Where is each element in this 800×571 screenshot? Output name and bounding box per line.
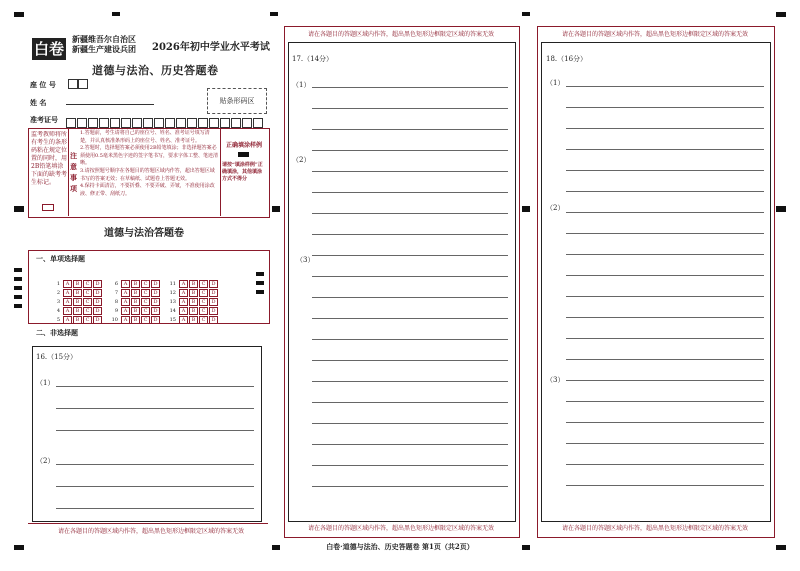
answer-line: [566, 128, 764, 129]
mc-row[interactable]: 13 A B C D: [168, 288, 219, 297]
q16-part1: （1）: [36, 379, 55, 387]
answer-line: [312, 192, 508, 193]
answer-line: [312, 360, 508, 361]
notice-item: 4.保持卡面清洁，不要折叠、不要弄破、弄皱，不准使用涂改液、修正带、刮纸刀。: [80, 183, 215, 197]
answer-line: [566, 443, 764, 444]
q18-answer-box[interactable]: [541, 42, 771, 522]
answer-line: [566, 212, 764, 213]
mc-row[interactable]: 6 A B C D: [110, 270, 161, 279]
answer-line: [566, 422, 764, 423]
q18-part1: （1）: [546, 79, 565, 87]
col2-top-warning: 请在各题目的答题区域内作答，超出黑色矩形边框限定区域的答案无效: [307, 31, 494, 38]
answer-line: [56, 508, 254, 509]
seat-label: 座 位 号: [30, 80, 56, 89]
seat-box-1[interactable]: [68, 79, 78, 89]
answer-line: [566, 86, 764, 87]
q17-part1: （1）: [292, 81, 311, 89]
answer-line: [312, 150, 508, 151]
answer-line: [312, 108, 508, 109]
col2-bottom-warning: 请在各题目的答题区域内作答，超出黑色矩形边框限定区域的答案无效: [307, 525, 494, 532]
mc-row[interactable]: 4 A B C D: [52, 297, 103, 306]
timing-mark: [14, 295, 22, 299]
registration-mark: [776, 545, 786, 550]
registration-mark: [776, 206, 786, 212]
answer-line: [566, 254, 764, 255]
q17-answer-box[interactable]: [288, 42, 516, 522]
answer-line: [312, 318, 508, 319]
mc-row[interactable]: 15 A B C D: [168, 306, 219, 315]
timing-mark: [14, 286, 22, 290]
answer-line: [566, 485, 764, 486]
notice-title: 注意事项: [70, 151, 77, 193]
answer-line: [566, 317, 764, 318]
registration-mark: [522, 206, 530, 212]
answer-line: [312, 129, 508, 130]
mc-row[interactable]: 10 A B C D: [110, 306, 161, 315]
answer-line: [56, 430, 254, 431]
notice-items: [80, 130, 218, 198]
registration-mark: [522, 12, 530, 16]
answer-line: [312, 444, 508, 445]
q16-part2: （2）: [36, 457, 55, 465]
answer-line: [566, 275, 764, 276]
registration-mark: [522, 545, 530, 550]
col3-top-warning: 请在各题目的答题区域内作答，超出黑色矩形边框限定区域的答案无效: [561, 31, 748, 38]
q17-label: 17.（14分）: [292, 55, 334, 63]
notice-item: 2.答题时，选择题答案必须使用2B铅笔填涂；非选择题答案必须使用0.5毫米黑色字迹的签字笔书写，要求字体工整、笔迹清晰。: [80, 145, 218, 167]
section1-title: 一、单项选择题: [36, 254, 85, 263]
answer-line: [312, 486, 508, 487]
answer-line: [312, 339, 508, 340]
page-footer: 白卷·道德与法治、历史答题卷 第1页（共2页）: [326, 542, 474, 551]
region-line-2: 新疆生产建设兵团: [72, 44, 136, 54]
answer-line: [566, 170, 764, 171]
q18-part3: （3）: [546, 376, 565, 384]
correct-fill-title: 正确填涂样例: [225, 142, 262, 149]
ticket-label: 准考证号: [30, 115, 58, 124]
answer-line: [566, 296, 764, 297]
sheet-title: 道德与法治、历史答题卷: [92, 64, 219, 77]
correct-fill-note: 请按“填涂样例”正确填涂，其他填涂方式不得分: [222, 162, 263, 182]
mc-row[interactable]: 12 A B C D: [168, 279, 219, 288]
answer-line: [312, 423, 508, 424]
region-line-1: 新疆维吾尔自治区: [72, 34, 136, 44]
registration-mark: [272, 206, 280, 212]
answer-line: [312, 234, 508, 235]
q17-part3: （3）: [296, 256, 315, 264]
answer-line: [312, 171, 508, 172]
mc-row[interactable]: 7 A B C D: [110, 279, 161, 288]
answer-line: [312, 297, 508, 298]
col1-bottom-warning: 请在各题目的答题区域内作答，超出黑色矩形边框限定区域的答案无效: [57, 528, 244, 535]
notice-item: 1.答题前，考生请将自己的座位号、姓名、准考证号填写清楚，并认真核准条形码上的座位号、姓名、准考证号。: [80, 130, 210, 144]
answer-line: [566, 191, 764, 192]
mc-row[interactable]: 9 A B C D: [110, 297, 161, 306]
section2-title: 二、非选择题: [36, 328, 78, 337]
divider: [220, 128, 221, 216]
absent-mark-box[interactable]: [42, 204, 54, 211]
answer-line: [566, 401, 764, 402]
q18-label: 18.（16分）: [546, 55, 588, 63]
mc-row[interactable]: 14 A B C D: [168, 297, 219, 306]
answer-line: [56, 486, 254, 487]
q17-part2: （2）: [292, 156, 311, 164]
correct-fill-sample: [238, 152, 249, 157]
registration-mark: [14, 545, 24, 550]
mc-row[interactable]: 8 A B C D: [110, 288, 161, 297]
name-label: 姓 名: [30, 98, 47, 107]
divider: [68, 128, 69, 216]
notice-item: 3.请按照题号顺序在各题目的答题区域内作答，超出答题区域书写的答案无效；在草稿纸、试题卷上答题无效。: [80, 167, 215, 182]
answer-line: [566, 359, 764, 360]
answer-line: [566, 149, 764, 150]
answer-line: [56, 464, 254, 465]
mc-group-1: [52, 270, 103, 323]
answer-line: [312, 402, 508, 403]
registration-mark: [14, 206, 24, 212]
timing-mark: [14, 277, 22, 281]
q16-label: 16.（15分）: [36, 353, 78, 361]
mc-group-3: [168, 270, 219, 323]
mc-row[interactable]: 2 A B C D: [52, 279, 103, 288]
timing-mark: [14, 304, 22, 308]
answer-line: [312, 255, 508, 256]
q16-answer-box[interactable]: [32, 346, 262, 522]
answer-line: [312, 465, 508, 466]
answer-line: [566, 107, 764, 108]
col3-bottom-warning: 请在各题目的答题区域内作答，超出黑色矩形边框限定区域的答案无效: [561, 525, 748, 532]
part-title: 道德与法治答题卷: [104, 228, 184, 239]
answer-line: [566, 338, 764, 339]
registration-mark: [272, 545, 280, 550]
answer-line: [56, 408, 254, 409]
registration-mark: [112, 12, 120, 16]
answer-line: [312, 213, 508, 214]
mc-row[interactable]: 11 A B C D: [168, 270, 219, 279]
warning-rule: [28, 523, 268, 524]
seat-box-2[interactable]: [78, 79, 88, 89]
answer-line: [566, 233, 764, 234]
mc-group-2: [110, 270, 161, 323]
mc-row[interactable]: 1 A B C D: [52, 270, 103, 279]
name-field[interactable]: [66, 104, 154, 105]
answer-line: [312, 276, 508, 277]
teacher-note: 监考教师将所有考生的条形码粘在规定位置的同时，用2B铅笔填涂下面的缺考考生标记。: [31, 131, 67, 186]
mc-row[interactable]: 5 A B C D: [52, 306, 103, 315]
mc-row[interactable]: 3 A B C D: [52, 288, 103, 297]
barcode-area: 贴条形码区: [207, 88, 267, 114]
timing-mark: [14, 268, 22, 272]
answer-line: [566, 464, 764, 465]
registration-mark: [14, 12, 24, 17]
answer-line: [56, 386, 254, 387]
answer-line: [566, 380, 764, 381]
answer-line: [312, 381, 508, 382]
registration-mark: [776, 12, 786, 17]
registration-mark: [270, 12, 278, 16]
answer-line: [312, 87, 508, 88]
ticket-number-boxes[interactable]: [66, 113, 264, 122]
paper-badge: 白卷: [33, 40, 64, 58]
q18-part2: （2）: [546, 204, 565, 212]
region-title: [72, 34, 136, 54]
exam-title: 2026年初中学业水平考试: [152, 42, 270, 53]
